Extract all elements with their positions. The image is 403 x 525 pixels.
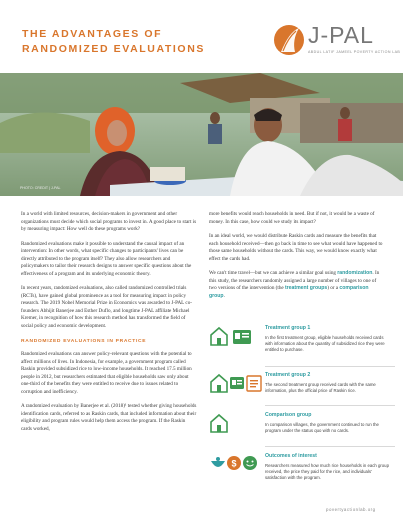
section-heading: RANDOMIZED EVALUATIONS IN PRACTICE [21, 338, 147, 344]
house-icon [211, 375, 227, 392]
indonesia-paragraph: Randomized evaluations can answer policy-relevant questions with the potential to affect millions of lives. In Indonesia, for example, a government program called Raskin provided subsidized rice to low-income households. It reached 17.5 million people in 2012, but researchers estimated that eligible households saw only about one-third of the benefits they were entitled to receive due to issues related to corruption and inefficiency. [21, 351, 192, 395]
page-title [22, 27, 205, 57]
logo-subtitle: ABDUL LATIF JAMEEL POVERTY ACTION LAB [308, 50, 401, 54]
house-icon [211, 328, 227, 345]
comparison-group-term: comparison group [209, 285, 369, 299]
group-description: In comparison villages, the government continued to run the program under the status quo with no cards. [265, 421, 379, 433]
text-segment: . In this study, the researchers randomly assigned a large number of villages to one of two versions of the intervention (the [209, 270, 380, 292]
randomization-term: randomization [337, 270, 373, 277]
rice-bowl-icon [211, 457, 225, 467]
house-card-icons [209, 325, 259, 347]
text-segment: . [223, 292, 225, 299]
header-photo [0, 73, 403, 196]
group-description: In the first treatment group, eligible households received cards with information about the quantity of subsidized rice they were entitled to purchase. [265, 334, 385, 352]
group-title: Treatment group 1 [265, 325, 311, 331]
group-description: Researchers measured how much rice households in each group received, the price they paid for the rice, and individuals' satisfaction with the program. [265, 462, 389, 480]
group-title: Comparison group [265, 412, 312, 418]
text-segment: ) or a [327, 285, 340, 292]
id-card-icon [233, 330, 251, 344]
causal-impact-paragraph: Randomized evaluations make it possible to understand the causal impact of an intervention: In other words, what specific changes to participants' lives can be directly attributed to the program itself? They also allow researchers and policymakers to tailor their research designs to answer specific questions about the effectiveness of a program and its underlying economic theory. [21, 240, 192, 277]
treatment-groups-term: treatment groups [284, 285, 328, 292]
photo-credit: PHOTO: CREDIT | J-PAL [20, 186, 61, 190]
raskin-evaluation-paragraph: A randomized evaluation by Banerjee et al. (2018)¹ tested whether giving households identification cards, referred to as Raskin cards, that included information about their eligibility and program rules would help them access the program. If the Raskin cards worked, [21, 403, 197, 432]
id-card-icon [230, 377, 244, 389]
divider [265, 446, 395, 447]
right-column [209, 211, 385, 308]
intro-paragraph: In a world with limited resources, decision-makers in government and other organizations must decide which social programs to invest in. A good place to start is by measuring impact: How well do these programs work? [21, 211, 197, 232]
title-line-2: RANDOMIZED EVALUATIONS [22, 43, 205, 55]
group-description: The second treatment group received cards with the same information, plus the official price of Raskin rice. [265, 381, 376, 393]
group-title: Treatment group 2 [265, 372, 311, 378]
randomization-paragraph [209, 270, 385, 300]
text-segment: We can't time travel—but we can achieve a similar goal using [209, 270, 338, 277]
divider [265, 366, 395, 367]
group-title: Outcomes of interest [265, 453, 317, 459]
satisfaction-face-icon [243, 456, 257, 470]
divider [265, 405, 395, 406]
svg-text:$: $ [231, 458, 237, 469]
footer-url[interactable]: povertyactionlab.org [326, 507, 376, 512]
house-icon [211, 415, 227, 432]
dollar-coin-icon [227, 456, 241, 470]
waste-paragraph: more benefits would reach households in need. But if not, it would be a waste of money. In this case, how could we study its impact? [209, 211, 375, 225]
nobel-paragraph: In recent years, randomized evaluations, also called randomized controlled trials (RCTs), have gained global prominence as a tool for measuring impact in policy research. The 2019 Nobel Memorial Prize in Economics was awarded to J-PAL co-founders Abhijit Banerjee and Esther Duflo, and longtime J-PAL affiliate Michael Kremer, in recognition of how this research method has transformed the field of social policy and economic development. [21, 285, 192, 329]
title-line-1: THE ADVANTAGES OF [22, 28, 163, 40]
left-column [21, 211, 197, 440]
house-card-price-icons [209, 372, 264, 394]
ideal-world-paragraph: In an ideal world, we would distribute Raskin cards and measure the benefits that each household received—then go back in time to see what would have happened to those same households without the cards. This way, we would know exactly what effect the cards had. [209, 233, 383, 262]
outcome-icons [209, 453, 259, 475]
price-list-icon [247, 376, 261, 391]
house-icon-block [209, 412, 259, 434]
logo-wordmark: J-PAL [308, 22, 374, 48]
